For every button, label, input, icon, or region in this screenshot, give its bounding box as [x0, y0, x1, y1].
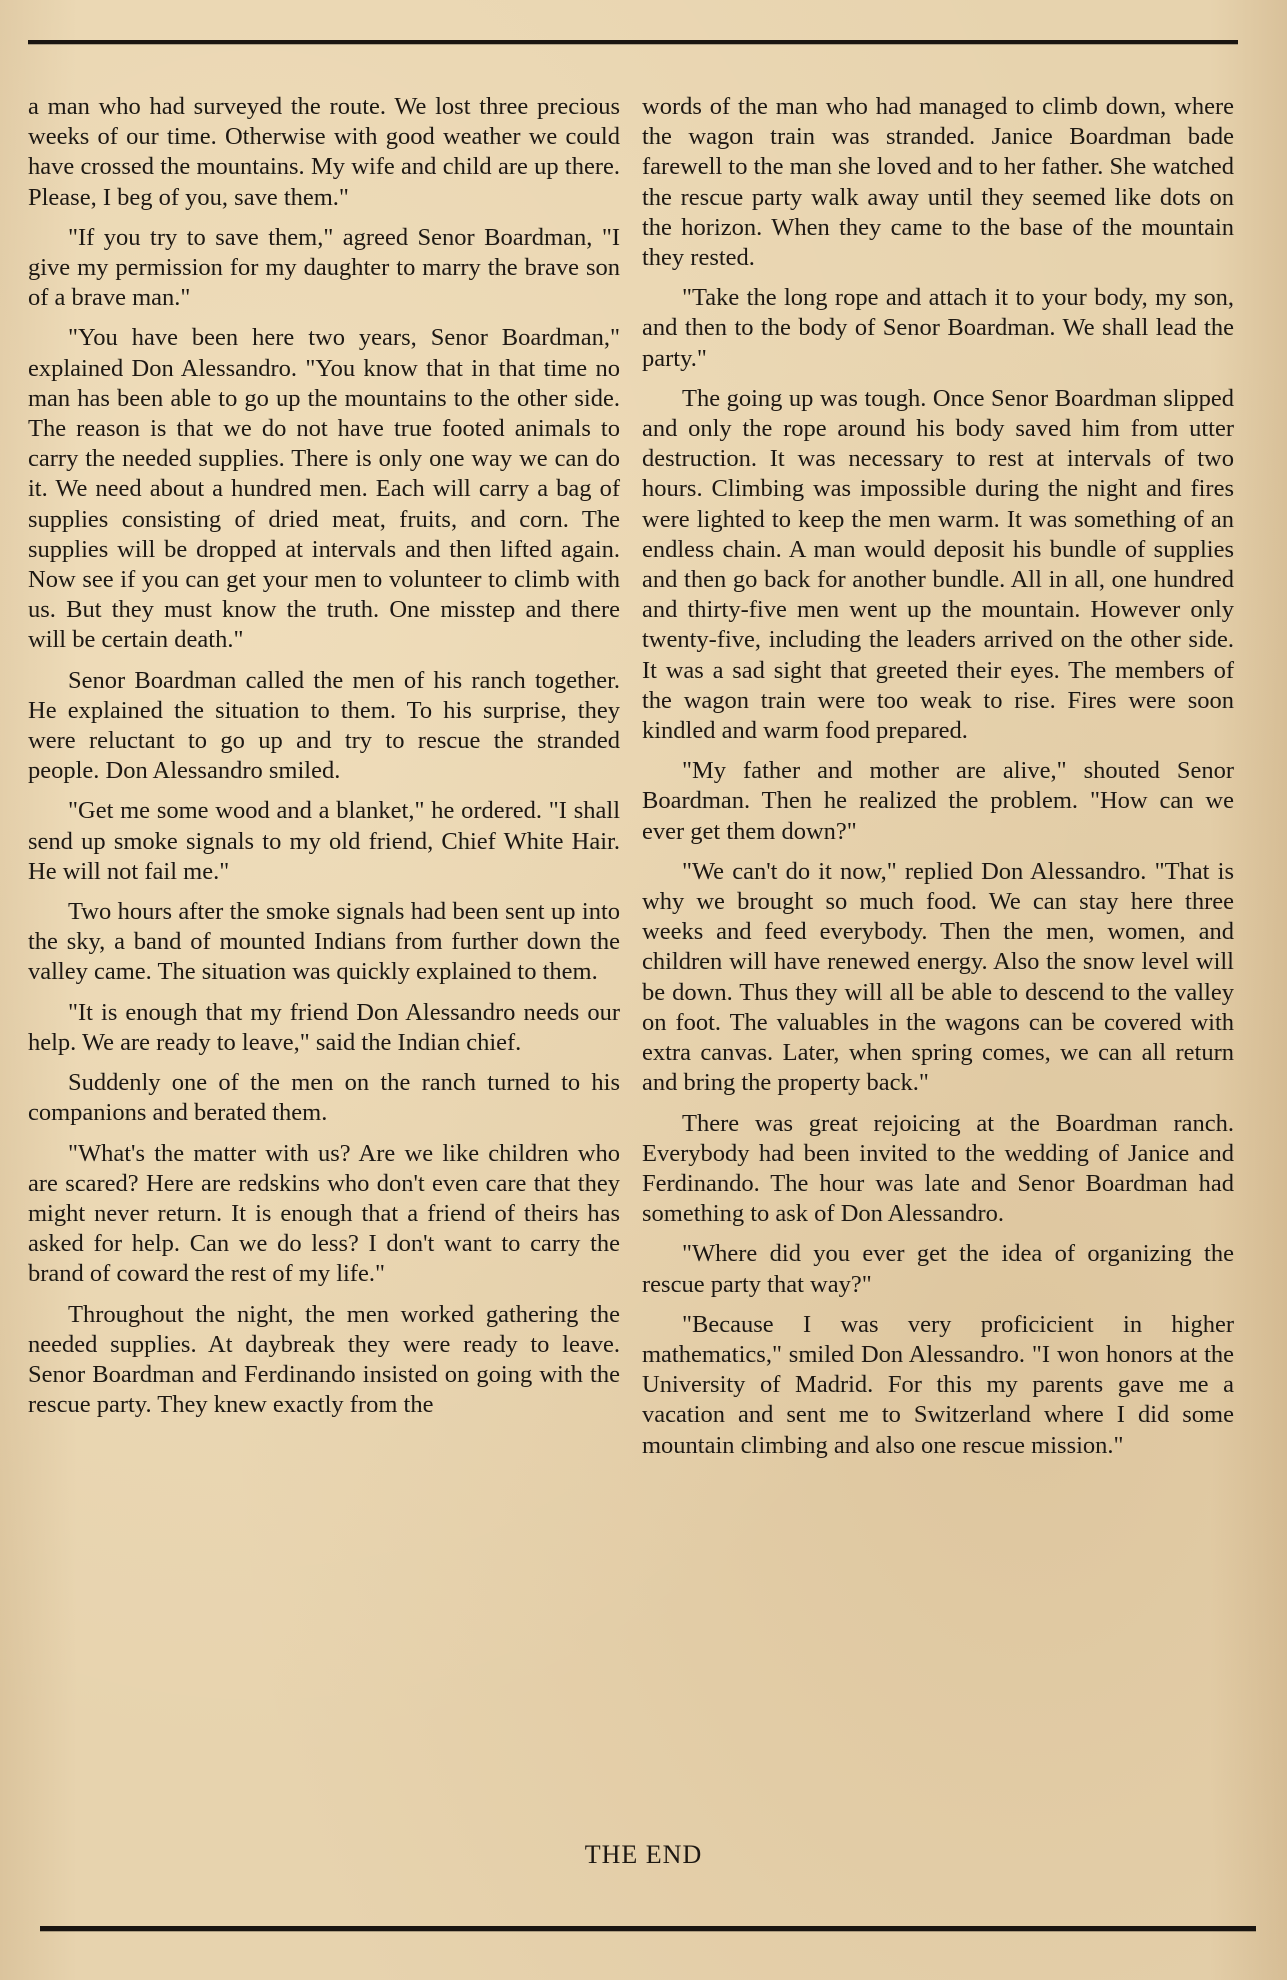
the-end-label: THE END [584, 1840, 703, 1869]
paragraph: "Take the long rope and attach it to your body, my son, and then to the body of Senor Boardman. We shall lead the party." [642, 284, 1234, 372]
paragraph: "Get me some wood and a blanket," he ordered. "I shall send up smoke signals to my old friend, Chief White Hair. He will not fail me." [28, 797, 620, 885]
paragraph: "We can't do it now," replied Don Alessandro. "That is why we brought so much food. We can stay here three weeks and feed everybody. Then the men, women, and children will have renewed energy. Also the snow level will be down. Thus they will all be able to descend to the valley on foot. The valuables in the wagons can be covered with extra canvas. Later, when spring comes, we can all return and bring the property back." [642, 857, 1234, 1097]
paragraph: There was great rejoicing at the Boardman ranch. Everybody had been invited to the wedding of Janice and Ferdinando. The hour was late and Senor Boardman had something to ask of Don Alessandro. [642, 1109, 1234, 1228]
paragraph: Throughout the night, the men worked gathering the needed supplies. At daybreak they were ready to leave. Senor Boardman and Ferdinando insisted on going with the rescue party. They knew exactly from the [28, 1300, 620, 1419]
top-rule [28, 40, 1238, 44]
paragraph: Suddenly one of the men on the ranch turned to his companions and berated them. [28, 1069, 620, 1127]
paragraph: "You have been here two years, Senor Boardman," explained Don Alessandro. "You know that in that time no man has been able to go up the mountains to the other side. The reason is that we do not have true footed animals to carry the needed supplies. There is only one way we can do it. We need about a hundred men. Each will carry a bag of supplies consisting of dried meat, fruits, and corn. The supplies will be dropped at intervals and then lifted again. Now see if you can get your men to volunteer to climb with us. But they must know the truth. One misstep and there will be certain death." [28, 324, 620, 654]
paragraph: a man who had surveyed the route. We lost three precious weeks of our time. Otherwise with good weather we could have crossed the mountains. My wife and child are up there. Please, I beg of you, save them." [28, 93, 620, 211]
paragraph: "If you try to save them," agreed Senor Boardman, "I give my permission for my daughter to marry the brave son of a brave man." [28, 223, 620, 312]
paragraph: "It is enough that my friend Don Alessandro needs our help. We are ready to leave," said the Indian chief. [28, 998, 620, 1056]
paragraph: Two hours after the smoke signals had been sent up into the sky, a band of mounted Indians from further down the valley came. The situation was quickly explained to them. [28, 898, 620, 986]
left-column [28, 92, 620, 1430]
paragraph: "What's the matter with us? Are we like children who are scared? Here are redskins who don't even care that they might never return. It is enough that a friend of theirs has asked for help. Can we do less? I don't want to carry the brand of coward the rest of my life." [28, 1139, 620, 1288]
paragraph: The going up was tough. Once Senor Boardman slipped and only the rope around his body saved him from utter destruction. It was necessary to rest at intervals of two hours. Climbing was impossible during the night and fires were lighted to keep the men warm. It was something of an endless chain. A man would deposit his bundle of supplies and then go back for another bundle. All in all, one hundred and thirty-five men went up the mountain. However only twenty-five, including the leaders arrived on the other side. It was a sad sight that greeted their eyes. The members of the wagon train were too weak to rise. Fires were soon kindled and warm food prepared. [642, 384, 1234, 745]
paragraph: "My father and mother are alive," shouted Senor Boardman. Then he realized the problem. "How can we ever get them down?" [642, 757, 1234, 845]
bottom-rule [40, 1926, 1256, 1931]
paragraph: "Because I was very proficicient in higher mathematics," smiled Don Alessandro. "I won honors at the University of Madrid. For this my parents gave me a vacation and sent me to Switzerland where I did some mountain climbing and also one rescue mission." [642, 1310, 1234, 1459]
paragraph: words of the man who had managed to climb down, where the wagon train was stranded. Janice Boardman bade farewell to the man she loved and to her father. She watched the rescue party walk away until they seemed like dots on the horizon. When they came to the base of the mountain they rested. [642, 93, 1234, 272]
right-column [642, 92, 1234, 1471]
paragraph: Senor Boardman called the men of his ranch together. He explained the situation to them. To his surprise, they were reluctant to go up and try to rescue the stranded people. Don Alessandro smiled. [28, 666, 620, 785]
paragraph: "Where did you ever get the idea of organizing the rescue party that way?" [642, 1240, 1234, 1298]
